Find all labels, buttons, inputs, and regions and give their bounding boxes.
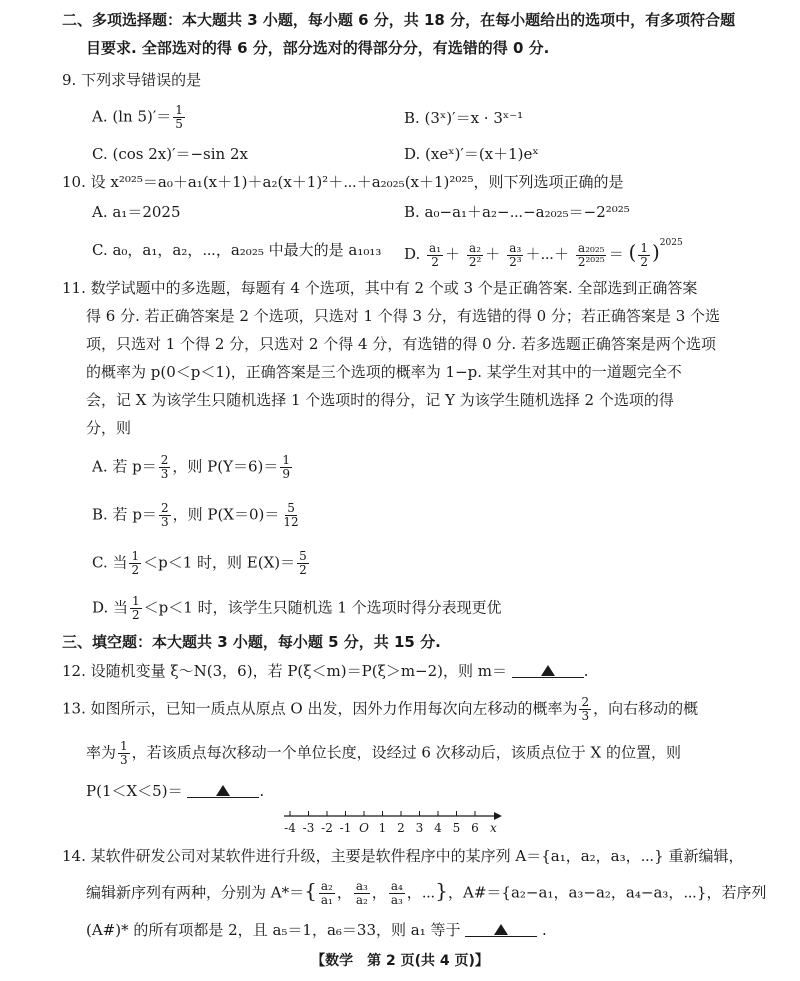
- number-line-tick-label: 4: [434, 821, 442, 835]
- q11-line4: 的概率为 p(0＜p＜1)，正确答案是三个选项的概率为 1−p. 某学生对其中的一道题完全不: [86, 363, 682, 381]
- q11-line2: 得 6 分. 若正确答案是 2 个选项，只选对 1 个得 3 分，有选错的得 0 分；若正确答案是 3 个选: [86, 307, 721, 325]
- q11-option-d: D. 当 $\frac{1}{2}$ ＜p＜1 时，该学生只随机选 1 个选项时得分表现更优: [92, 594, 502, 622]
- q13-line3: P(1＜X＜5)＝ .: [86, 782, 265, 800]
- q12-text: 12. 设随机变量 ξ～N(3，6)，若 P(ξ＜m)＝P(ξ＞m−2)，则 m＝ .: [62, 662, 589, 680]
- number-line-tick-label: 6: [471, 821, 479, 835]
- q11-option-b: B. 若 p＝ $\frac{2}{3}$ ，则 P(X＝0)＝ $\frac{5}{12}$: [92, 501, 299, 529]
- number-line-x-label: x: [490, 821, 497, 835]
- q9-option-b: B. (3ˣ)′＝x · 3ˣ⁻¹: [404, 109, 524, 127]
- q13-answer-blank[interactable]: [187, 781, 259, 798]
- number-line-figure: [280, 806, 510, 836]
- q14-line1: 14. 某软件研发公司对某软件进行升级，主要是软件程序中的某序列 A＝{a₁，a₂，a₃，⋯} 重新编辑，: [62, 847, 744, 865]
- number-line-tick-label: -2: [321, 821, 333, 835]
- q10-option-d: D. $\frac{\text{a₁}}{2}$ ＋ $\frac{\text{a₂}}{\text{2²}}$ ＋ $\frac{\text{a₃}}{\text{2³}}$ ＋⋯＋ $\frac{\text{a₂₀₂₅}}{\text{2²⁰²⁵}}$ ＝ ( $\frac{1}{2}$ )$^{2025}$: [404, 238, 683, 269]
- section-3-heading: 三、填空题：本大题共 3 小题，每小题 5 分，共 15 分.: [62, 633, 441, 651]
- q9-stem: 9. 下列求导错误的是: [62, 71, 202, 89]
- q13-line1: 13. 如图所示，已知一质点从原点 O 出发，因外力作用每次向左移动的概率为 $\frac{2}{3}$ ，向右移动的概: [62, 695, 699, 723]
- number-line-tick-label: O: [359, 821, 369, 835]
- triangle-icon: [541, 665, 555, 676]
- q14-answer-blank[interactable]: [465, 920, 537, 937]
- section-2-heading-line1: 二、多项选择题：本大题共 3 小题，每小题 6 分，共 18 分，在每小题给出的选项中，有多项符合题: [62, 11, 736, 29]
- number-line-tick-label: 3: [415, 821, 424, 835]
- q10-option-b: B. a₀−a₁＋a₂−⋯−a₂₀₂₅＝−2²⁰²⁵: [404, 203, 630, 221]
- q11-line5: 会，记 X 为该学生只随机选择 1 个选项时的得分，记 Y 为该学生随机选择 2 个选项的得: [86, 391, 674, 409]
- page-footer: 【数学 第 2 页(共 4 页)】: [311, 953, 489, 969]
- number-line-tick-label: -4: [284, 821, 296, 835]
- q12-answer-blank[interactable]: [512, 661, 584, 678]
- q9-option-d: D. (xeˣ)′＝(x＋1)eˣ: [404, 145, 539, 163]
- number-line-tick-label: 2: [397, 821, 405, 835]
- q9-option-a: A. (ln 5)′＝ $\frac{1}{5}$: [92, 103, 183, 131]
- q13-line2: 率为 $\frac{1}{3}$ ，若该质点每次移动一个单位长度，设经过 6 次移动后，该质点位于 X 的位置，则: [86, 739, 681, 767]
- number-line-tick-label: 1: [378, 821, 387, 835]
- triangle-icon: [216, 785, 230, 796]
- number-line-arrow: [494, 812, 502, 820]
- q11-line6: 分，则: [86, 419, 132, 437]
- q14-line2: 编辑新序列有两种，分别为 A*＝{ $\frac{\text{a₂}}{\text{a₁}}$ ， $\frac{\text{a₃}}{\text{a₂}}$ ， $\frac{\text{a₄}}{\text{a₃}}$ ，⋯}，A#＝{a₂−a₁，a₃−a₂，a₄−a₃，⋯}，若序列: [86, 878, 767, 907]
- number-line-tick-label: -3: [302, 821, 315, 835]
- q10-option-a: A. a₁＝2025: [92, 203, 181, 221]
- q10-stem: 10. 设 x²⁰²⁵＝a₀＋a₁(x＋1)＋a₂(x＋1)²＋⋯＋a₂₀₂₅(x＋1)²⁰²⁵，则下列选项正确的是: [62, 173, 624, 191]
- section-2-heading-line2: 目要求. 全部选对的得 6 分，部分选对的得部分分，有选错的得 0 分.: [86, 39, 550, 57]
- triangle-icon: [494, 924, 508, 935]
- number-line-tick-label: -1: [339, 821, 352, 835]
- q11-option-a: A. 若 p＝ $\frac{2}{3}$ ，则 P(Y＝6)＝ $\frac{1}{9}$: [92, 453, 291, 481]
- q11-line1: 11. 数学试题中的多选题，每题有 4 个选项，其中有 2 个或 3 个是正确答案. 全部选到正确答案: [62, 279, 698, 297]
- q11-option-c: C. 当 $\frac{1}{2}$ ＜p＜1 时，则 E(X)＝ $\frac{5}{2}$: [92, 549, 307, 577]
- q10-option-c: C. a₀，a₁，a₂，⋯，a₂₀₂₅ 中最大的是 a₁₀₁₃: [92, 241, 382, 259]
- q14-line3: (A#)* 的所有项都是 2，且 a₅＝1，a₆＝33，则 a₁ 等于 .: [86, 921, 547, 939]
- q11-line3: 项，只选对 1 个得 2 分，只选对 2 个得 4 分，有选错的得 0 分. 若多选题正确答案是两个选项: [86, 335, 716, 353]
- number-line-tick-label: 5: [452, 821, 461, 835]
- q9-option-c: C. (cos 2x)′＝−sin 2x: [92, 145, 248, 163]
